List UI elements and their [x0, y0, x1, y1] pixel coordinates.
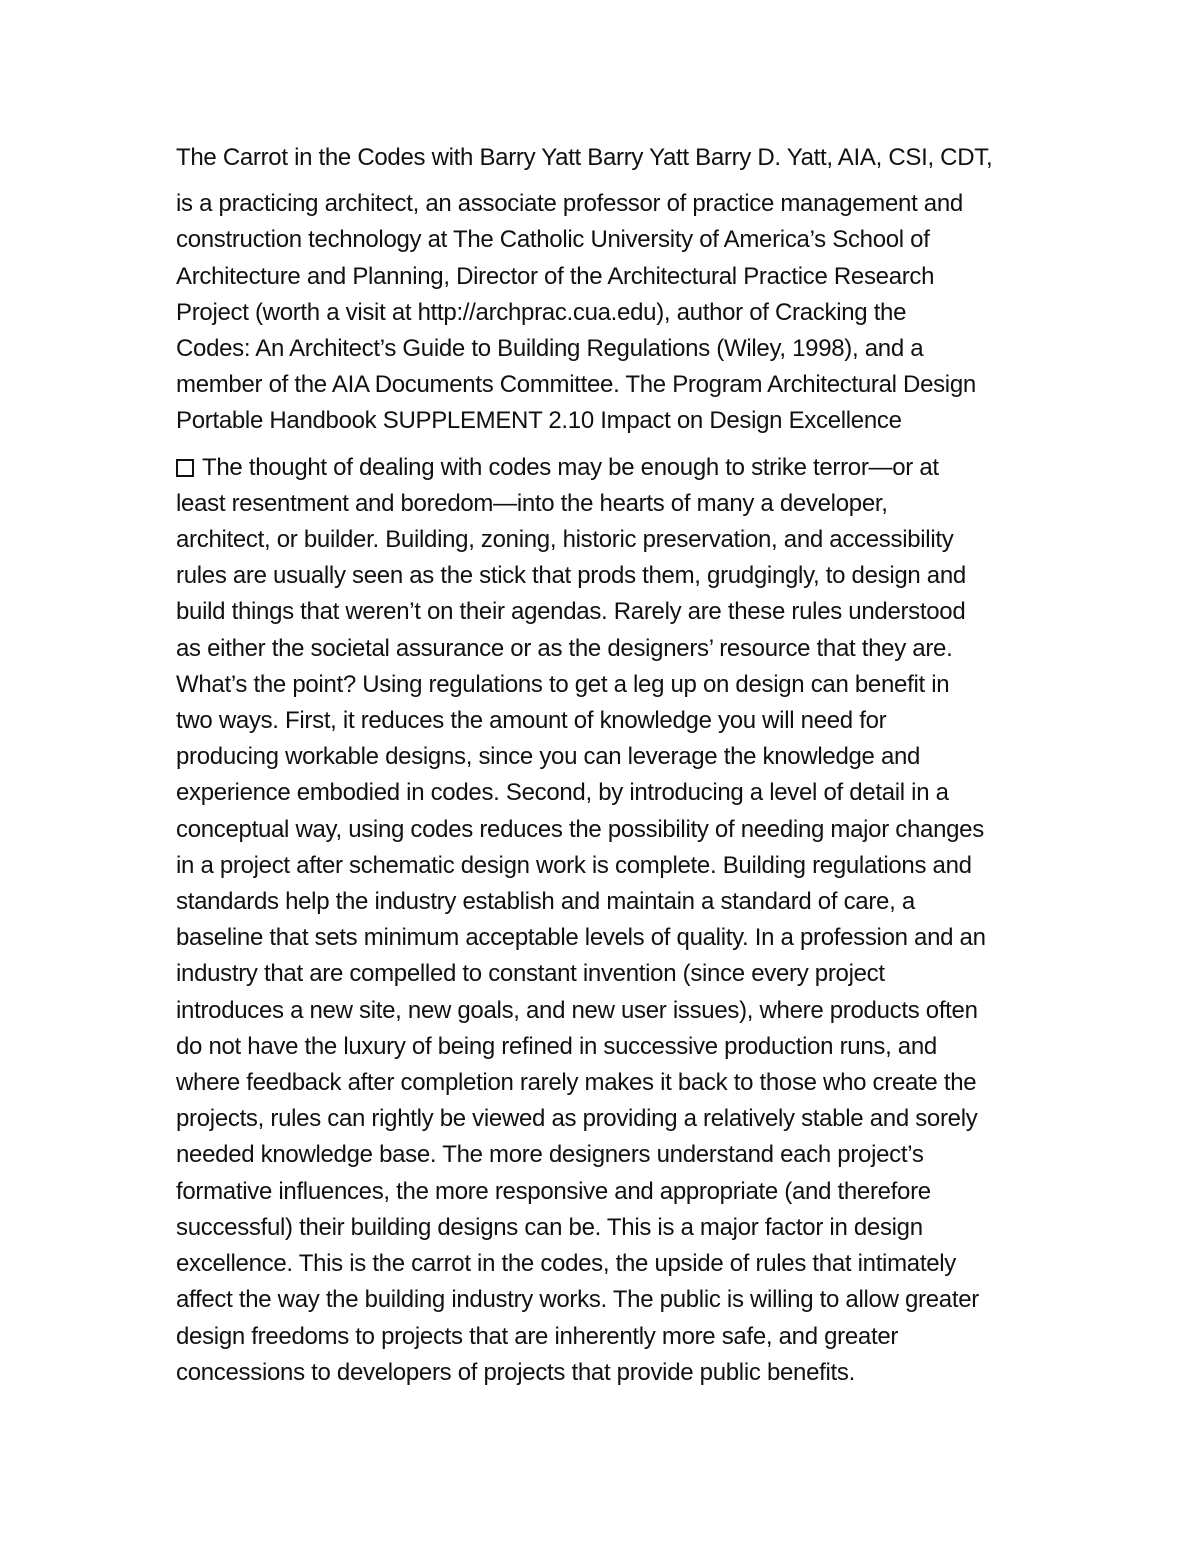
body-line: as either the societal assurance or as the designers’ resource that they are.: [176, 634, 953, 662]
body-line: What’s the point? Using regulations to get a leg up on design can benefit in: [176, 670, 950, 698]
body-line: formative influences, the more responsive and appropriate (and therefore: [176, 1177, 931, 1205]
body-line: producing workable designs, since you can leverage the knowledge and: [176, 743, 921, 771]
bio-line: Project (worth a visit at http://archprac.cua.edu), author of Cracking the: [176, 298, 907, 326]
body-line: standards help the industry establish and maintain a standard of care, a: [176, 888, 915, 916]
body-line: rules are usually seen as the stick that prods them, grudgingly, to design and: [176, 562, 966, 590]
body-line: affect the way the building industry works. The public is willing to allow greater: [176, 1286, 979, 1314]
body-line: conceptual way, using codes reduces the possibility of needing major changes: [176, 815, 984, 843]
body-line: baseline that sets minimum acceptable levels of quality. In a profession and an: [176, 924, 986, 952]
body-line: introduces a new site, new goals, and new user issues), where products often: [176, 996, 978, 1024]
body-line: design freedoms to projects that are inherently more safe, and greater: [176, 1322, 899, 1350]
body-line: concessions to developers of projects that provide public benefits.: [176, 1358, 855, 1386]
body-line: do not have the luxury of being refined in successive production runs, and: [176, 1032, 937, 1060]
bio-line: member of the AIA Documents Committee. The Program Architectural Design: [176, 371, 976, 399]
bio-line: Portable Handbook SUPPLEMENT 2.10 Impact on Design Excellence: [176, 407, 902, 435]
body-line-first: [176, 450, 1066, 486]
body-line: successful) their building designs can be. This is a major factor in design: [176, 1213, 923, 1241]
body-line: build things that weren’t on their agendas. Rarely are these rules understood: [176, 598, 966, 626]
bio-line: is a practicing architect, an associate professor of practice management and: [176, 190, 963, 218]
body-line: The thought of dealing with codes may be enough to strike terror—or at: [202, 453, 939, 481]
body-line: in a project after schematic design work is complete. Building regulations and: [176, 851, 972, 879]
body-line: excellence. This is the carrot in the codes, the upside of rules that intimately: [176, 1250, 956, 1278]
body-line: industry that are compelled to constant invention (since every project: [176, 960, 885, 988]
bio-line: construction technology at The Catholic University of America’s School of: [176, 226, 930, 254]
body-line: where feedback after completion rarely makes it back to those who create the: [176, 1069, 977, 1097]
body-line: projects, rules can rightly be viewed as providing a relatively stable and sorely: [176, 1105, 978, 1133]
body-line: needed knowledge base. The more designers understand each project’s: [176, 1141, 924, 1169]
body-line: two ways. First, it reduces the amount of knowledge you will need for: [176, 707, 887, 735]
body-line: architect, or builder. Building, zoning, historic preservation, and accessibility: [176, 526, 954, 554]
checkbox-bullet-icon: [176, 459, 194, 477]
body-line: least resentment and boredom—into the hearts of many a developer,: [176, 489, 888, 517]
bio-line: Codes: An Architect’s Guide to Building Regulations (Wiley, 1998), and a: [176, 335, 924, 363]
body-line: experience embodied in codes. Second, by introducing a level of detail in a: [176, 779, 949, 807]
heading-paragraph: [176, 140, 1066, 176]
bio-paragraph: [176, 186, 1066, 439]
heading-line: The Carrot in the Codes with Barry Yatt Barry Yatt Barry D. Yatt, AIA, CSI, CDT,: [176, 144, 993, 171]
bio-line: Architecture and Planning, Director of the Architectural Practice Research: [176, 262, 935, 290]
body-paragraph: [176, 450, 1066, 1391]
document-page: [176, 140, 1066, 1401]
